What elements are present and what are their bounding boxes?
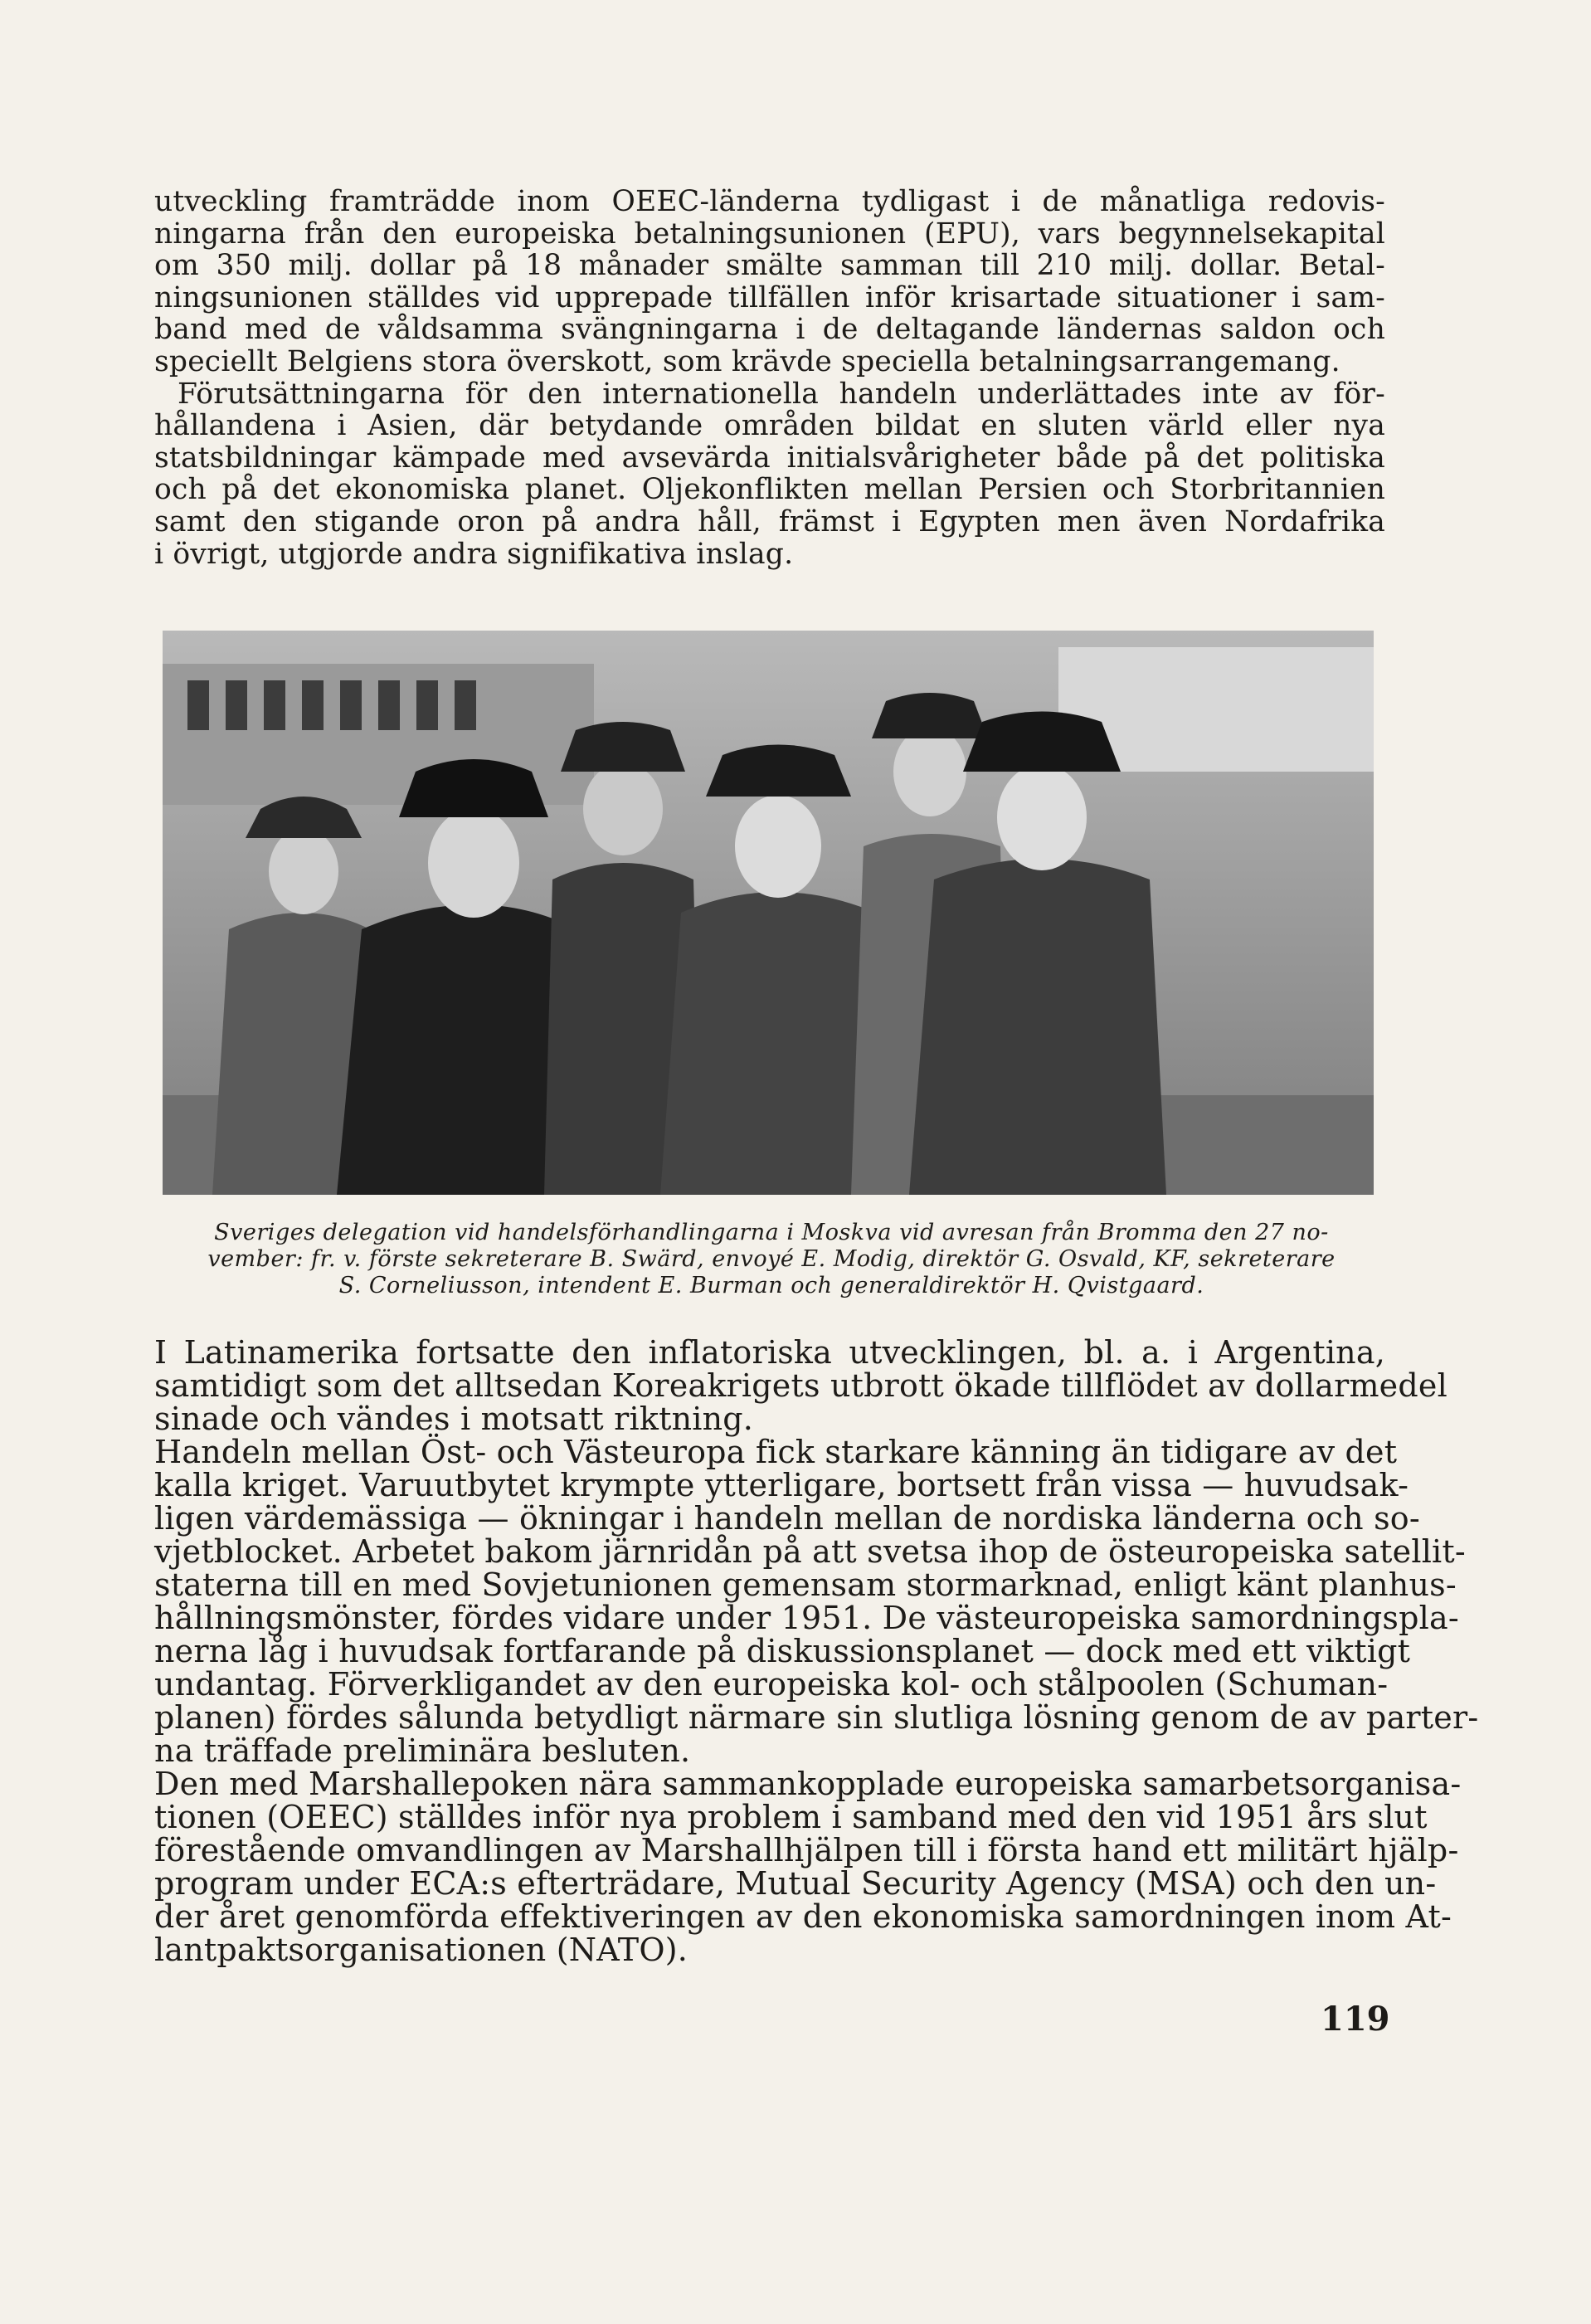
photo-caption bbox=[174, 1220, 1369, 1299]
text-line: der året genomförda effektiveringen av den ekonomiska samordningen inom At- bbox=[154, 1898, 1452, 1935]
text-line: band med de våldsamma svängningarna i de deltagande ländernas saldon och bbox=[154, 313, 1385, 347]
delegation-photo bbox=[163, 631, 1374, 1195]
text-line: lantpaktsorganisationen (NATO). bbox=[154, 1932, 688, 1968]
body-text-top bbox=[154, 186, 1385, 570]
text-line: speciellt Belgiens stora överskott, som krävde speciella betalningsarrangemang. bbox=[154, 344, 1340, 378]
text-line: kalla kriget. Varuutbytet krympte ytterligare, bortsett från vissa — huvudsak- bbox=[154, 1467, 1409, 1503]
page-number: 119 bbox=[1321, 2000, 1390, 2039]
caption-line: vember: fr. v. förste sekreterare B. Swärd, envoyé E. Modig, direktör G. Osvald, KF, sekreterare bbox=[207, 1246, 1336, 1272]
text-line: I Latinamerika fortsatte den inflatoriska utvecklingen, bl. a. i Argentina, bbox=[154, 1334, 1385, 1371]
text-line: Den med Marshallepoken nära sammankopplade europeiska samarbetsorganisa- bbox=[154, 1766, 1462, 1802]
text-line: staterna till en med Sovjetunionen gemensam stormarknad, enligt känt planhus- bbox=[154, 1566, 1457, 1603]
text-line: och på det ekonomiska planet. Oljekonflikten mellan Persien och Storbritannien bbox=[154, 473, 1385, 507]
text-line: planen) fördes sålunda betydligt närmare sin slutliga lösning genom de av parter- bbox=[154, 1699, 1479, 1736]
text-line: Handeln mellan Öst- och Västeuropa fick starkare känning än tidigare av det bbox=[154, 1434, 1398, 1470]
text-line: i övrigt, utgjorde andra signifikativa inslag. bbox=[154, 537, 794, 571]
text-line: ligen värdemässiga — ökningar i handeln mellan de nordiska länderna och so- bbox=[154, 1500, 1420, 1537]
text-line: ningsunionen ställdes vid upprepade tillfällen inför krisartade situationer i sam- bbox=[154, 280, 1385, 314]
text-line: undantag. Förverkligandet av den europeiska kol- och stålpoolen (Schuman- bbox=[154, 1666, 1389, 1703]
text-line: ningarna från den europeiska betalningsunionen (EPU), vars begynnelsekapital bbox=[154, 217, 1385, 251]
text-line: utveckling framträdde inom OEEC-länderna tydligast i de månatliga redovis- bbox=[154, 185, 1385, 218]
text-line: hållningsmönster, fördes vidare under 1951. De västeuropeiska samordningspla- bbox=[154, 1600, 1459, 1636]
text-line: tionen (OEEC) ställdes inför nya problem i samband med den vid 1951 års slut bbox=[154, 1799, 1428, 1835]
text-line: om 350 milj. dollar på 18 månader smälte samman till 210 milj. dollar. Betal- bbox=[154, 249, 1385, 283]
text-line: program under ECA:s efterträdare, Mutual Security Agency (MSA) och den un- bbox=[154, 1865, 1437, 1902]
text-line: förestående omvandlingen av Marshallhjälpen till i första hand ett militärt hjälp- bbox=[154, 1832, 1459, 1868]
text-line: nerna låg i huvudsak fortfarande på diskussionsplanet — dock med ett viktigt bbox=[154, 1633, 1411, 1669]
text-line: na träffade preliminära besluten. bbox=[154, 1732, 691, 1769]
text-line: vjetblocket. Arbetet bakom järnridån på att svetsa ihop de östeuropeiska satellit- bbox=[154, 1533, 1466, 1570]
caption-line: S. Corneliusson, intendent E. Burman och generaldirektör H. Qvistgaard. bbox=[338, 1273, 1204, 1298]
text-line: samt den stigande oron på andra håll, främst i Egypten men även Nordafrika bbox=[154, 504, 1385, 538]
body-text-bottom bbox=[154, 1334, 1479, 1968]
text-line: samtidigt som det alltsedan Koreakrigets utbrott ökade tillflödet av dollarmedel bbox=[154, 1367, 1447, 1404]
text-line: statsbildningar kämpade med avsevärda initialsvårigheter både på det politiska bbox=[154, 441, 1385, 475]
caption-line: Sveriges delegation vid handelsförhandlingarna i Moskva vid avresan från Bromma den 27 no- bbox=[214, 1220, 1329, 1245]
text-line: Förutsättningarna för den internationella handeln underlättades inte av för- bbox=[178, 377, 1385, 411]
text-line: sinade och vändes i motsatt riktning. bbox=[154, 1401, 754, 1437]
text-line: hållandena i Asien, där betydande områden bildat en sluten värld eller nya bbox=[154, 409, 1385, 443]
